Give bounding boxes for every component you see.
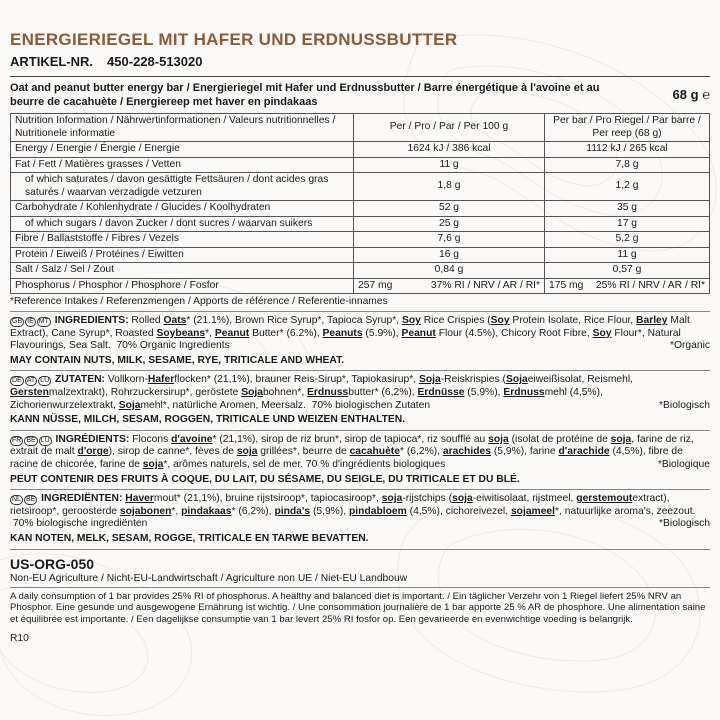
divider (10, 587, 710, 588)
nutrient-per100: 0,84 g (354, 263, 545, 279)
ingredients-block (10, 434, 710, 472)
nutrient-label: of which saturates / davon gesättigte Fettsäuren / dont acides gras saturés / waarvan verzadigde vetzuren (11, 173, 354, 201)
estimated-sign-icon: ℮ (702, 87, 710, 102)
product-label (10, 30, 710, 644)
allergen-warning: KAN NOTEN, MELK, SESAM, ROGGE, TRITICALE EN TARWE BEVATTEN. (10, 532, 369, 544)
nutrient-perbar (545, 278, 710, 294)
nutrient-label: Protein / Eiweiß / Protéines / Eiwitten (11, 247, 354, 263)
ingredients-text: INGREDIENTS: Rolled Oats* (21.1%), Brown Rice Syrup*, Tapioca Syrup*, Soy Rice Crispies (Soy Protein Isolate, Rice Flour, Barley Malt Extract), Cane Syrup*, Roasted Soybeans*, Peanut Butter* (6.2%), Peanuts (5.9%), Peanut Flour (4.5%), Chicory Root Fibre, Soy Flour*, Natural Flavourings, Sea Salt. 70% Organic Ingredients (10, 315, 690, 352)
nutrition-header-perbar: Per bar / Pro Riegel / Par barre / Per reep (68 g) (545, 114, 710, 142)
country-flag-icon: IE (27, 318, 34, 325)
divider (10, 311, 710, 312)
nutrition-row (11, 263, 710, 279)
nutrition-row (11, 201, 710, 217)
nutrient-per100 (354, 278, 545, 294)
nutrient-label: Energy / Energie / Énergie / Energie (11, 142, 354, 158)
nutrient-label: Phosphorus / Phosphor / Phosphore / Fosfor (11, 278, 354, 294)
allergen-warning: KANN NÜSSE, MILCH, SESAM, ROGGEN, TRITICALE UND WEIZEN ENTHALTEN. (10, 414, 406, 426)
nutrient-perbar: 11 g (545, 247, 710, 263)
ingredients-text: INGRÉDIENTS: Flocons d'avoine* (21,1%), sirop de riz brun*, sirop de tapioca*, riz soufflé au soja (isolat de protéine de soja, farine de riz, extrait de malt d'orge), sirop de canne*, fèves de soja grillées*, beurre de cacahuète* (6,2%), arachides (5,9%), farine d'arachide (4,5%), fibre de racine de chicorée, farine de soja*, arômes naturels, sel de mer. 70 % d'ingrédients biologiques (10, 433, 694, 470)
nutrition-row (11, 173, 710, 201)
organic-marker: *Organic (669, 340, 710, 352)
ingredients-text: ZUTATEN: Vollkorn-Haferflocken* (21,1%), brauner Reis-Sirup*, Tapiokasirup*, Soja-Reiskrispies (Sojaeiweißisolat, Reismehl, Gerstenmalzextrakt), Rohrzuckersirup*, geröstete Sojabohnen*, Erdnussbutter* (6,2%), Erdnüsse (5,9%), Erdnussmehl (4,5%), Zichorienwurzelextrakt, Sojamehl*, natürliche Aromen, Meersalz. 70% biologischen Zutaten (10, 374, 634, 411)
nutrition-row-phosphorus (11, 278, 710, 294)
nutrition-header-label: Nutrition Information / Nährwertinformationen / Valeurs nutritionnelles / Nutritionele informatie (11, 114, 354, 142)
divider (10, 489, 710, 490)
phosphorus-perbar-ri: 25% RI / NRV / AR / RI* (595, 279, 705, 291)
nutrition-row (11, 157, 710, 173)
country-flag-icon: MT (38, 318, 49, 325)
country-flag-icon: DE (12, 377, 22, 385)
nutrient-perbar: 35 g (545, 201, 710, 217)
article-label: ARTIKEL-NR. (10, 54, 94, 69)
nutrient-label: of which sugars / davon Zucker / dont sucres / waarvan suikers (11, 216, 354, 232)
nutrient-per100: 16 g (354, 247, 545, 263)
divider (10, 76, 710, 77)
net-weight-value: 68 g (672, 87, 699, 102)
allergen-warning: PEUT CONTENIR DES FRUITS À COQUE, DU LAIT, DU SÉSAME, DU SEIGLE, DU TRITICALE ET DU BLÉ. (10, 473, 520, 485)
nutrition-header-per100: Per / Pro / Par / Per 100 g (354, 114, 545, 142)
nutrition-row (11, 247, 710, 263)
phosphorus-perbar-value: 175 mg (549, 279, 584, 291)
nutrient-label: Fat / Fett / Matières grasses / Vetten (11, 157, 354, 173)
nutrient-perbar: 17 g (545, 216, 710, 232)
organic-marker: *Biologique (657, 458, 710, 470)
nutrient-per100: 52 g (354, 201, 545, 217)
organic-marker: *Biologisch (659, 518, 710, 530)
article-number-row (10, 54, 710, 69)
phosphorus-per100-value: 257 mg (358, 279, 393, 291)
nutrient-perbar: 5,2 g (545, 232, 710, 248)
nutrient-per100: 1624 kJ / 386 kcal (354, 142, 545, 158)
nutrition-row (11, 142, 710, 158)
nutrient-perbar: 0,57 g (545, 263, 710, 279)
nutrition-table (10, 113, 710, 294)
nutrient-per100: 7,6 g (354, 232, 545, 248)
description-row (10, 81, 710, 109)
country-flag-icon: AT (26, 377, 36, 385)
reference-intake-note: *Reference Intakes / Referenzmengen / Apports de référence / Referentie-innames (10, 296, 388, 307)
phosphorus-per100-ri: 37% RI / NRV / AR / RI* (430, 279, 540, 291)
revision-code: R10 (10, 633, 29, 645)
nutrient-label: Salt / Salz / Sel / Zout (11, 263, 354, 279)
nutrient-perbar: 1,2 g (545, 173, 710, 201)
phosphorus-footnote: A daily consumption of 1 bar provides 25% RI of phosphorus. A healthy and balanced diet is important. / Ein täglicher Verzehr von 1 Riegel liefert 25% NRV an Phosphor. Eine gesunde und ausgewogene Ernährung ist wichtig. / Une consommation journalière de 1 bar apporte 25 % AR de phosphore. Une alimentation saine et équilibrée est importante. / Een dagelijkse consumptie van 1 bar levert 25% RI fosfor op. Een gevarieerde en evenwichtige voeding is belangrijk. (10, 590, 706, 625)
ingredients-block (10, 315, 710, 353)
nutrient-per100: 1,8 g (354, 173, 545, 201)
nutrient-label: Carbohydrate / Kohlenhydrate / Glucides / Koolhydraten (11, 201, 354, 217)
divider (10, 370, 710, 371)
country-flag-icon: BE (25, 496, 36, 504)
organic-certifier-code: US-ORG-050 (10, 555, 95, 572)
allergen-warning: MAY CONTAIN NUTS, MILK, SESAME, RYE, TRITICALE AND WHEAT. (10, 354, 345, 366)
agriculture-origin: Non-EU Agriculture / Nicht-EU-Landwirtschaft / Agriculture non UE / Niet-EU Landbouw (10, 572, 408, 584)
country-flag-icon: LU (40, 377, 50, 385)
country-flag-icon: BE (26, 436, 36, 444)
nutrient-perbar: 7,8 g (545, 157, 710, 173)
net-weight (673, 81, 710, 102)
country-flag-icon: GB (12, 318, 23, 325)
country-flag-icon: FR (12, 436, 22, 444)
nutrition-header-row (11, 114, 710, 142)
divider (10, 430, 710, 431)
nutrition-row (11, 232, 710, 248)
product-description: Oat and peanut butter energy bar / Energieriegel mit Hafer und Erdnussbutter / Barre énergétique à l'avoine et au beurre de cacahuète / Energiereep met haver en pindakaas (10, 82, 600, 108)
ingredients-block (10, 374, 710, 412)
product-title: ENERGIERIEGEL MIT HAFER UND ERDNUSSBUTTER (10, 30, 458, 49)
article-number: 450-228-513020 (107, 54, 203, 69)
nutrient-perbar: 1112 kJ / 265 kcal (545, 142, 710, 158)
nutrient-per100: 11 g (354, 157, 545, 173)
nutrient-label: Fibre / Ballaststoffe / Fibres / Vezels (11, 232, 354, 248)
country-flag-icon: LU (40, 436, 50, 444)
organic-marker: *Biologisch (659, 399, 710, 411)
divider (10, 549, 710, 550)
ingredients-block (10, 493, 710, 531)
ingredients-text: INGREDIËNTEN: Havermout* (21,1%), bruine rijstsiroop*, tapiocasiroop*, soja-rijstchips (soja-eiwitisolaat, rijstmeel, gerstemoutextract), rietsiroop*, geroosterde sojabonen*, pindakaas* (6,2%), pinda's (5,9%), pindabloem (4,5%), cichoreivezel, sojameel*, natuurlijke aroma's, zeezout. 70% biologische ingrediënten (10, 493, 696, 530)
nutrition-row (11, 216, 710, 232)
nutrient-per100: 25 g (354, 216, 545, 232)
ingredients-section (10, 315, 710, 550)
country-flag-icon: NL (12, 496, 21, 504)
